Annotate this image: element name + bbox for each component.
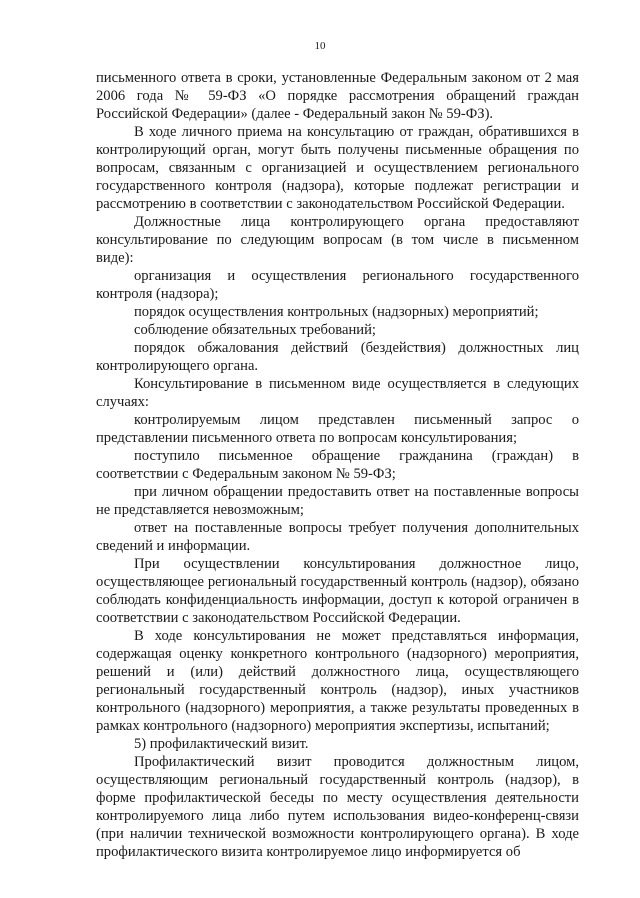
paragraph-preventive-visit: Профилактический визит проводится должностным лицом, осуществляющим региональный государственный контроль (надзор), в форме профилактической беседы по месту осуществления деятельности контролируемого лица либо путем использования видео-конференц-связи (при наличии технической возможности контролирующего органа). В ходе профилактического визита контролируемое лицо информируется об xyxy=(96,754,579,860)
list-item-written-case: контролируемым лицом представлен письменный запрос о представлении письменного ответа по вопросам консультирования; xyxy=(96,412,579,446)
section-heading-preventive-visit: 5) профилактический визит. xyxy=(134,736,309,752)
list-item-consulting-topic: соблюдение обязательных требований; xyxy=(134,322,376,338)
paragraph-consulting-intro: Должностные лица контролирующего органа предоставляют консультирование по следующим вопросам (в том числе в письменном виде): xyxy=(96,214,579,266)
page-number: 10 xyxy=(314,40,326,52)
paragraph-restricted-information: В ходе консультирования не может представляться информация, содержащая оценку конкретного контрольного (надзорного) мероприятия, решений и (или) действий должностного лица, осуществляющего региональный государственный контроль (надзор), иных участников контрольного (надзорного) мероприятия, а также результаты проведенных в рамках контрольного (надзорного) мероприятия экспертизы, испытаний; xyxy=(96,628,579,734)
paragraph-written-consulting-intro: Консультирование в письменном виде осуществляется в следующих случаях: xyxy=(96,376,579,410)
list-item-written-case: поступило письменное обращение гражданина (граждан) в соответствии с Федеральным законом № 59-ФЗ; xyxy=(96,448,579,482)
paragraph-continuation: письменного ответа в сроки, установленные Федеральным законом от 2 мая 2006 года № 59-ФЗ «О порядке рассмотрения обращений граждан Российской Федерации» (далее - Федеральный закон № 59-ФЗ). xyxy=(96,70,579,122)
list-item-consulting-topic: организация и осуществления регионального государственного контроля (надзора); xyxy=(96,268,579,302)
paragraph-confidentiality: При осуществлении консультирования должностное лицо, осуществляющее региональный государственный контроль (надзор), обязано соблюдать конфиденциальность информации, доступ к которой ограничен в соответствии с законодательством Российской Федерации. xyxy=(96,556,579,626)
document-body xyxy=(96,69,579,861)
paragraph-personal-reception: В ходе личного приема на консультацию от граждан, обратившихся в контролирующий орган, могут быть получены письменные обращения по вопросам, связанным с организацией и осуществлением регионального государственного контроля (надзора), которые подлежат регистрации и рассмотрению в соответствии с законодательством Российской Федерации. xyxy=(96,124,579,212)
list-item-written-case: ответ на поставленные вопросы требует получения дополнительных сведений и информации. xyxy=(96,520,579,554)
list-item-consulting-topic: порядок обжалования действий (бездействия) должностных лиц контролирующего органа. xyxy=(96,340,579,374)
list-item-written-case: при личном обращении предоставить ответ на поставленные вопросы не представляется невозможным; xyxy=(96,484,579,518)
list-item-consulting-topic: порядок осуществления контрольных (надзорных) мероприятий; xyxy=(134,304,539,320)
